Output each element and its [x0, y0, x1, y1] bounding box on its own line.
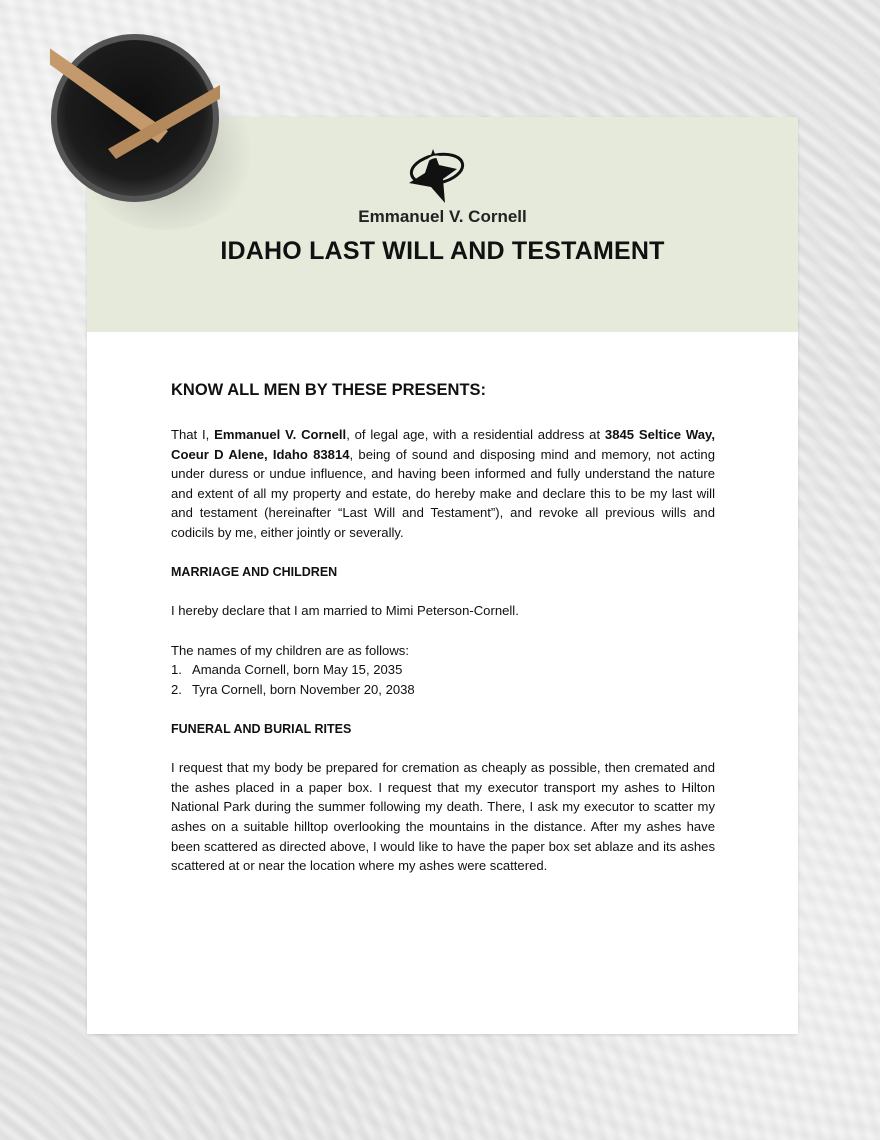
pencil-cup-icon: [50, 33, 220, 203]
planet-star-logo-icon: [399, 145, 465, 211]
child-entry: Amanda Cornell, born May 15, 2035: [192, 662, 403, 678]
children-intro: The names of my children are as follows:: [171, 642, 409, 658]
intro-name: Emmanuel V. Cornell: [214, 427, 347, 442]
intro-paragraph: [171, 425, 715, 543]
child-entry: Tyra Cornell, born November 20, 2038: [192, 681, 415, 697]
document-body: [171, 379, 715, 896]
funeral-paragraph: I request that my body be prepared for cremation as cheaply as possible, then cremated and the ashes placed in a paper box. I request that my executor transport my ashes to Hilton National Park during the summer following my death. There, I ask my executor to scatter my ashes on a suitable hilltop overlooking the mountains in the distance. After my ashes have been scattered as directed above, I would like to have the paper box set ablaze and its ashes scattered at or near the location where my ashes were scattered.: [171, 760, 715, 874]
list-item: [171, 660, 715, 680]
intro-text-1: That I,: [171, 427, 215, 442]
list-number: 1.: [171, 662, 182, 678]
marriage-heading: MARRIAGE AND CHILDREN: [171, 564, 338, 579]
intro-address: 3845 Seltice Way, Coeur D Alene, Idaho 83814: [171, 427, 715, 462]
list-number: 2.: [171, 681, 182, 697]
testator-name-heading: Emmanuel V. Cornell: [358, 207, 527, 226]
intro-text-2: , of legal age, with a residential address at: [346, 427, 605, 442]
document-title: IDAHO LAST WILL AND TESTAMENT: [220, 237, 665, 265]
funeral-heading: FUNERAL AND BURIAL RITES: [171, 721, 352, 736]
document-page: [87, 117, 798, 1034]
main-heading: KNOW ALL MEN BY THESE PRESENTS:: [171, 381, 487, 399]
intro-text-3: , being of sound and disposing mind and memory, not acting under duress or undue influence, and having been informed and fully understand the nature and extent of all my property and estate, do hereby make and declare this to be my last will and testament (hereinafter “Last Will and Testament”), and revoke all previous wills and codicils by me, either jointly or severally.: [171, 446, 715, 540]
children-list: [171, 660, 715, 699]
marriage-statement: I hereby declare that I am married to Mimi Peterson-Cornell.: [171, 603, 519, 619]
list-item: [171, 680, 715, 700]
